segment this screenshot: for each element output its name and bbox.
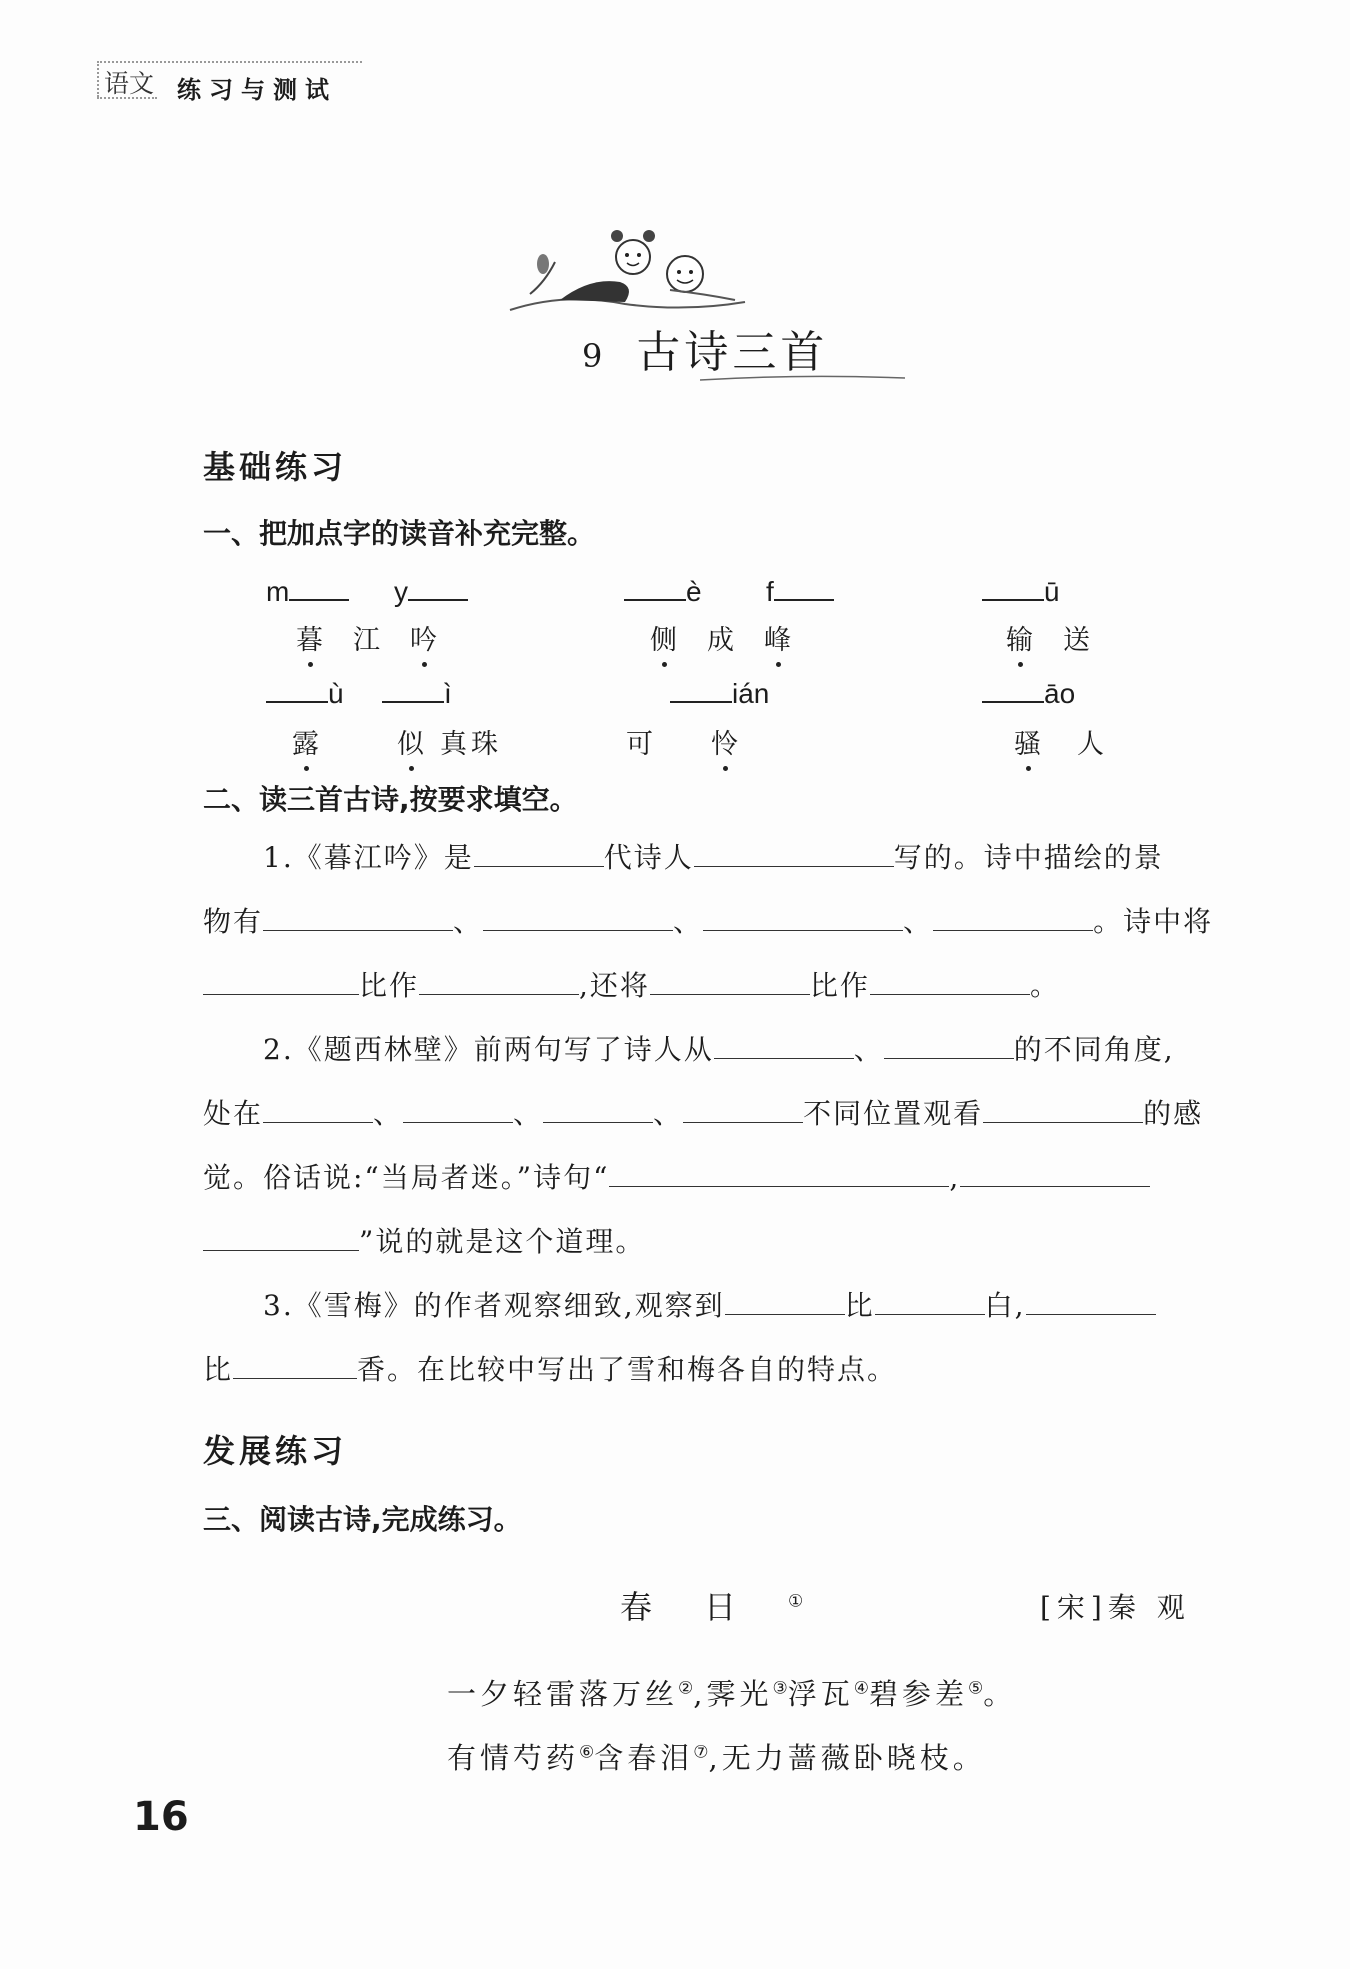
q2-item3-line1: 3.《雪梅》的作者观察细致,观察到 比 白, bbox=[203, 1286, 1213, 1326]
word-mujiangyin: 暮 江 吟 bbox=[296, 618, 437, 657]
children-illustration bbox=[505, 222, 750, 322]
q2-item2-line4: ”说的就是这个道理。 bbox=[203, 1222, 1213, 1262]
word-cechengfeng: 侧 成 峰 bbox=[650, 618, 791, 657]
header-border bbox=[97, 61, 362, 63]
q3-prompt: 三、阅读古诗,完成练习。 bbox=[203, 1503, 522, 1536]
q2-item1-line2: 物有 、 、 、 。诗中将 bbox=[203, 905, 1214, 938]
q2-item1-line1: 1.《暮江吟》是 代诗人 写的。诗中描绘的景 bbox=[263, 841, 1164, 874]
pinyin-blank: ū bbox=[982, 576, 1060, 608]
lesson-number: 9 bbox=[582, 337, 607, 375]
word-shusong: 输 送 bbox=[1006, 618, 1090, 657]
pinyin-blank: m bbox=[266, 576, 349, 608]
pinyin-blank: ì bbox=[382, 678, 452, 710]
section-develop: 发展练习 bbox=[203, 1432, 348, 1470]
header-subject: 语文 bbox=[104, 69, 155, 98]
header-border-side bbox=[97, 61, 99, 97]
pinyin-blank: f bbox=[766, 576, 834, 608]
q2-item3-line2: 比 香。在比较中写出了雪和梅各自的特点。 bbox=[203, 1353, 898, 1386]
pinyin-blank: ù bbox=[266, 678, 344, 710]
footnote-mark: ① bbox=[788, 1591, 804, 1612]
lesson-title bbox=[582, 316, 828, 380]
pinyin-blank: ián bbox=[670, 678, 769, 710]
pinyin-blank: āo bbox=[982, 678, 1075, 710]
q2-prompt: 二、读三首古诗,按要求填空。 bbox=[203, 783, 578, 816]
poem-line-1: 一夕轻雷落万丝②,霁光③浮瓦④碧参差⑤。 bbox=[447, 1677, 1017, 1711]
word-lusizhenzhu: 露 似 真珠 bbox=[292, 722, 502, 761]
poem-title: 春日① bbox=[620, 1588, 804, 1626]
section-basic: 基础练习 bbox=[203, 448, 348, 486]
header-series: 练习与测试 bbox=[177, 76, 337, 104]
word-kelian: 可 怜 bbox=[626, 722, 738, 761]
q2-item2-line3: 觉。俗话说:“当局者迷。”诗句“ , bbox=[203, 1158, 1213, 1198]
lesson-name: 古诗三首 bbox=[636, 327, 829, 378]
q1-prompt: 一、把加点字的读音补充完整。 bbox=[203, 517, 596, 550]
q2-item1-line3: 比作 ,还将 比作 。 bbox=[203, 966, 1213, 1006]
pinyin-blank: è bbox=[624, 576, 702, 608]
poem-line-2: 有情芍药⑥含春泪⑦,无力蔷薇卧晓枝。 bbox=[447, 1741, 986, 1775]
q2-item2-line1: 2.《题西林壁》前两句写了诗人从 、 的不同角度, bbox=[263, 1033, 1175, 1066]
pinyin-blank: y bbox=[394, 576, 468, 608]
poem-author: [宋]秦 观 bbox=[1040, 1591, 1191, 1624]
page-number: 16 bbox=[133, 1794, 189, 1840]
q2-item2-line2: 处在 、 、 、 不同位置观看 的感 bbox=[203, 1097, 1204, 1130]
title-underline bbox=[700, 372, 905, 384]
word-saoren: 骚 人 bbox=[1014, 722, 1104, 761]
